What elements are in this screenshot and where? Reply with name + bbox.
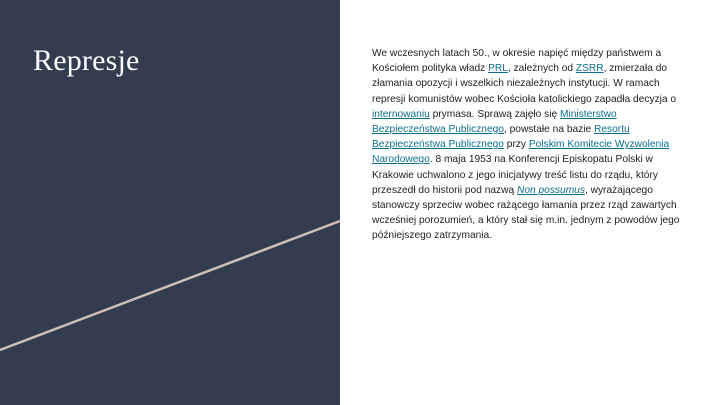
link-prl[interactable]: PRL [488,63,508,75]
link-internowaniu[interactable]: internowaniu [372,108,430,120]
text-segment: We wczesnych latach 50., w okresie napięć między państwem a Kościołem polityka władz [372,48,662,75]
text-segment: , powstałe na bazie [503,124,592,136]
title-panel [0,0,340,405]
link-zsrr[interactable]: ZSRR [575,63,604,75]
body-paragraph [372,46,690,244]
text-segment: , wyrażającego stanowczy sprzeciw wobec rażącego łamania przez rząd zawartych wcześniej porozumień, a który stał się m.in. jednym z powodów jego późniejszego zatrzymania. [372,184,680,242]
link-pkwn[interactable]: Polskim Komitecie Wyzwolenia Narodowego [372,139,670,166]
text-segment: prymasa. Sprawą zajęło się [429,108,558,120]
link-ministerstwo-bezpieczenstwa-publicznego[interactable]: Ministerstwo Bezpieczeństwa Publicznego [372,108,617,136]
text-segment: . 8 maja 1953 na Konferencji Episkopatu Polski w Krakowie uchwalono z jego inicjatywy treść listu do rządu, który przeszedł do historii pod nazwą [372,154,658,196]
link-non-possumus[interactable]: Non possumus [516,184,585,196]
text-segment: przy [503,139,527,151]
text-segment: , zależnych od [507,63,574,75]
text-segment: , zmierzała do złamania opozycji i wszelkich niezależnych instytucji. W ramach represji komunistów wobec Kościoła katolickiego zapadła decyzja o [372,63,677,105]
link-resortu-bezpieczenstwa-publicznego[interactable]: Resortu Bezpieczeństwa Publicznego [372,124,630,151]
slide-title: Represje [33,44,140,77]
